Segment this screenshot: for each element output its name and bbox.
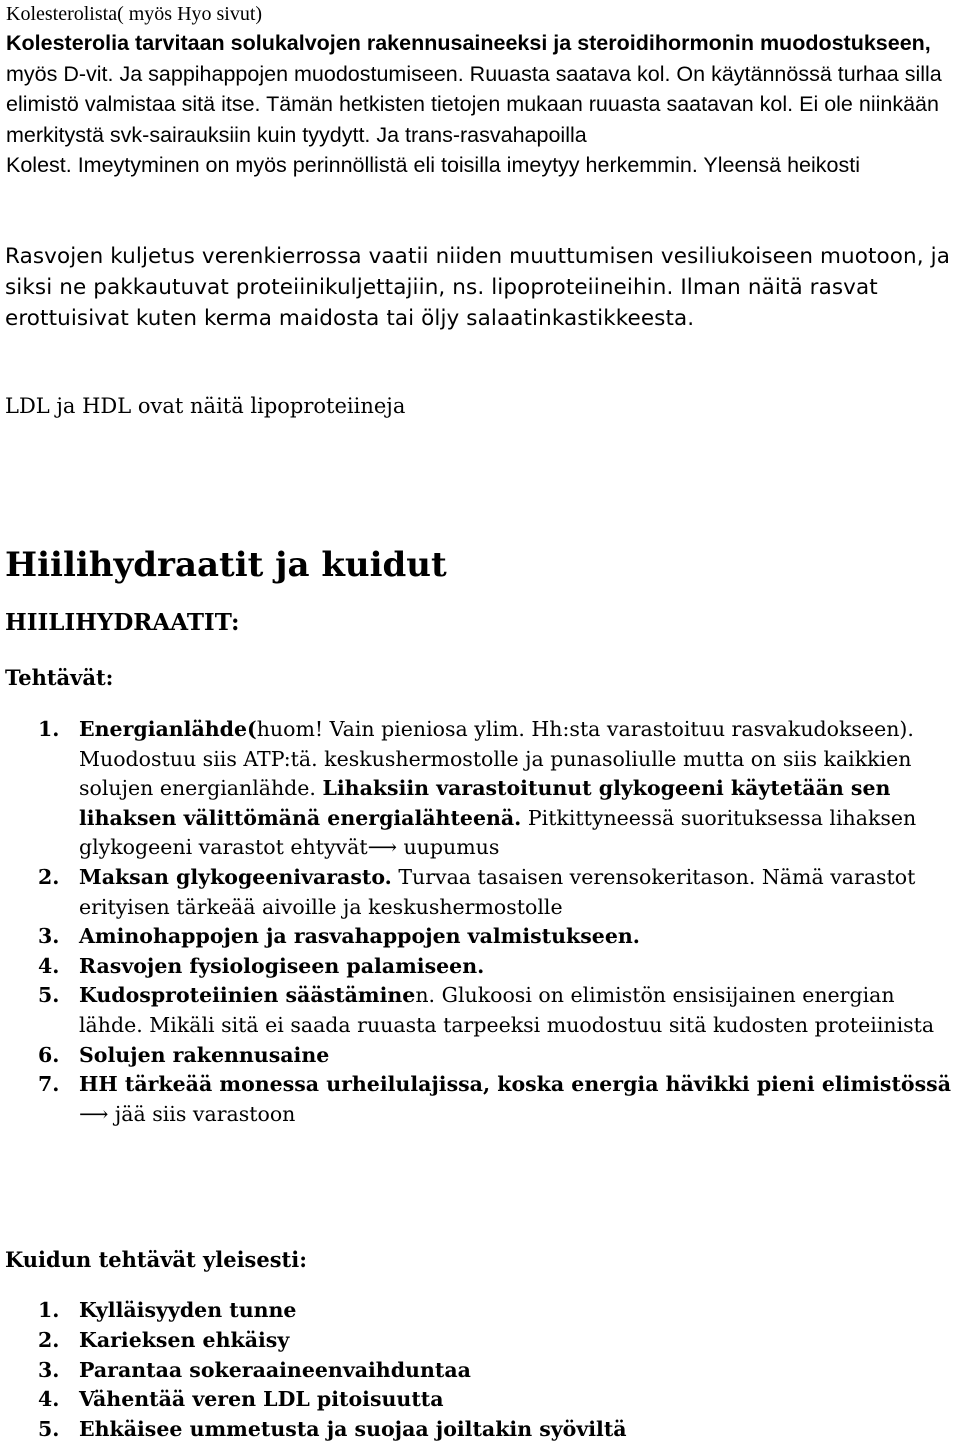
item-bold: HH tärkeää monessa urheilulajissa, koska energia hävikki pieni elimistössä bbox=[79, 1072, 951, 1097]
item-text: n. Glukoosi on elimistön ensisijainen energian lähde. Mikäli sitä ei saada ruuasta tarpeeksi muodostuu sitä kudosten proteiinista bbox=[79, 983, 935, 1037]
arrow-right-icon: ⟶ bbox=[79, 1101, 109, 1126]
list-item bbox=[0, 1415, 960, 1445]
list-item bbox=[0, 1356, 960, 1386]
lipoprotein-text: Rasvojen kuljetus verenkierrossa vaatii niiden muuttumisen vesiliukoiseen muotoon, ja siksi ne pakkautuvat proteiinikuljettajiin, ns. lipoproteiineihin. Ilman näitä rasvat erottuisivat kuten kerma maidosta tai öljy salaatinkastikkeesta. bbox=[5, 244, 950, 331]
item-bold: Maksan glykogeenivarasto. bbox=[79, 864, 392, 889]
item-bold: Solujen rakennusaine bbox=[79, 1042, 330, 1067]
lipoprotein-paragraph bbox=[5, 241, 957, 334]
cholesterol-paragraph bbox=[6, 28, 954, 181]
item-number: 5. bbox=[38, 1417, 60, 1442]
item-bold: Karieksen ehkäisy bbox=[79, 1327, 290, 1352]
fiber-tasks-list bbox=[0, 1296, 960, 1445]
item-number: 3. bbox=[38, 924, 60, 949]
item-bold: Lihaksiin varastoitunut glykogeeni käytetään sen lihaksen välittömänä energialähteenä. bbox=[79, 776, 891, 830]
item-bold: Energianlähde( bbox=[79, 717, 257, 741]
item-number: 5. bbox=[38, 983, 60, 1008]
list-item bbox=[0, 1070, 960, 1129]
list-item bbox=[0, 1326, 960, 1356]
cholesterol-text bbox=[6, 28, 954, 150]
item-number: 4. bbox=[38, 1387, 60, 1412]
item-bold: Parantaa sokeraaineenvaihduntaa bbox=[79, 1357, 471, 1382]
carbohydrates-subheading: HIILIHYDRAATIT: bbox=[5, 609, 240, 636]
item-bold: Kylläisyyden tunne bbox=[79, 1298, 297, 1322]
intro-title: Kolesterolista( myös Hyo sivut) bbox=[6, 3, 263, 25]
list-item bbox=[0, 981, 960, 1040]
list-item bbox=[0, 922, 960, 952]
item-text: uupumus bbox=[396, 835, 500, 860]
item-number: 4. bbox=[38, 953, 60, 978]
cholesterol-rest: myös D-vit. Ja sappihappojen muodostumiseen. Ruuasta saatava kol. On käytännössä turhaa silla elimistö valmistaa sitä itse. Tämän hetkisten tietojen mukaan ruuasta saatavan kol. Ei ole niinkään merkitystä svk-sairauksiin kuin tyydytt. Ja trans-rasvahapoilla bbox=[6, 61, 942, 147]
item-number: 6. bbox=[38, 1042, 60, 1067]
item-text: Pitkittyneessä suorituksessa lihaksen glykogeeni varastot ehtyvät bbox=[79, 805, 917, 860]
list-item bbox=[0, 952, 960, 982]
list-item bbox=[0, 1296, 960, 1326]
ldl-hdl-line: LDL ja HDL ovat näitä lipoproteiineja bbox=[5, 394, 406, 418]
item-number: 2. bbox=[38, 864, 60, 889]
absorption-text: Kolest. Imeytyminen on myös perinnöllistä eli toisilla imeytyy herkemmin. Yleensä heikosti bbox=[6, 153, 860, 177]
item-bold: Ehkäisee ummetusta ja suojaa joiltakin syöviltä bbox=[79, 1417, 627, 1442]
carbohydrate-tasks-list bbox=[0, 715, 960, 1129]
arrow-right-icon: ⟶ bbox=[367, 835, 397, 860]
list-item bbox=[0, 715, 960, 863]
item-number: 1. bbox=[38, 717, 60, 741]
item-number: 2. bbox=[38, 1327, 60, 1352]
item-number: 7. bbox=[38, 1072, 60, 1097]
item-number: 1. bbox=[38, 1298, 60, 1322]
item-number: 3. bbox=[38, 1357, 60, 1382]
list-item bbox=[0, 1041, 960, 1071]
item-text: huom! Vain pieniosa ylim. Hh:sta varastoituu rasvakudokseen). Muodostuu siis ATP:tä. keskushermostolle ja punasoliulle mutta on siis kaikkien solujen energianlähde. bbox=[79, 717, 914, 801]
item-bold: Vähentää veren LDL pitoisuutta bbox=[79, 1387, 444, 1412]
item-bold: Rasvojen fysiologiseen palamiseen. bbox=[79, 953, 485, 978]
cholesterol-bold-lead: Kolesterolia tarvitaan solukalvojen rakennusaineeksi ja steroidihormonin muodostukseen, bbox=[6, 31, 931, 55]
fiber-title: Kuidun tehtävät yleisesti: bbox=[5, 1247, 307, 1272]
item-text: Turvaa tasaisen verensokeritason. Nämä varastot erityisen tärkeää aivoille ja keskushermostolle bbox=[79, 864, 916, 919]
item-bold: Aminohappojen ja rasvahappojen valmistukseen. bbox=[79, 924, 640, 949]
list-item bbox=[0, 1385, 960, 1415]
section-heading: Hiilihydraatit ja kuidut bbox=[5, 545, 447, 585]
item-text: jää siis varastoon bbox=[108, 1101, 296, 1126]
list-item bbox=[0, 863, 960, 922]
item-bold: Kudosproteiinien säästämine bbox=[79, 983, 416, 1008]
tasks-label: Tehtävät: bbox=[5, 665, 114, 690]
